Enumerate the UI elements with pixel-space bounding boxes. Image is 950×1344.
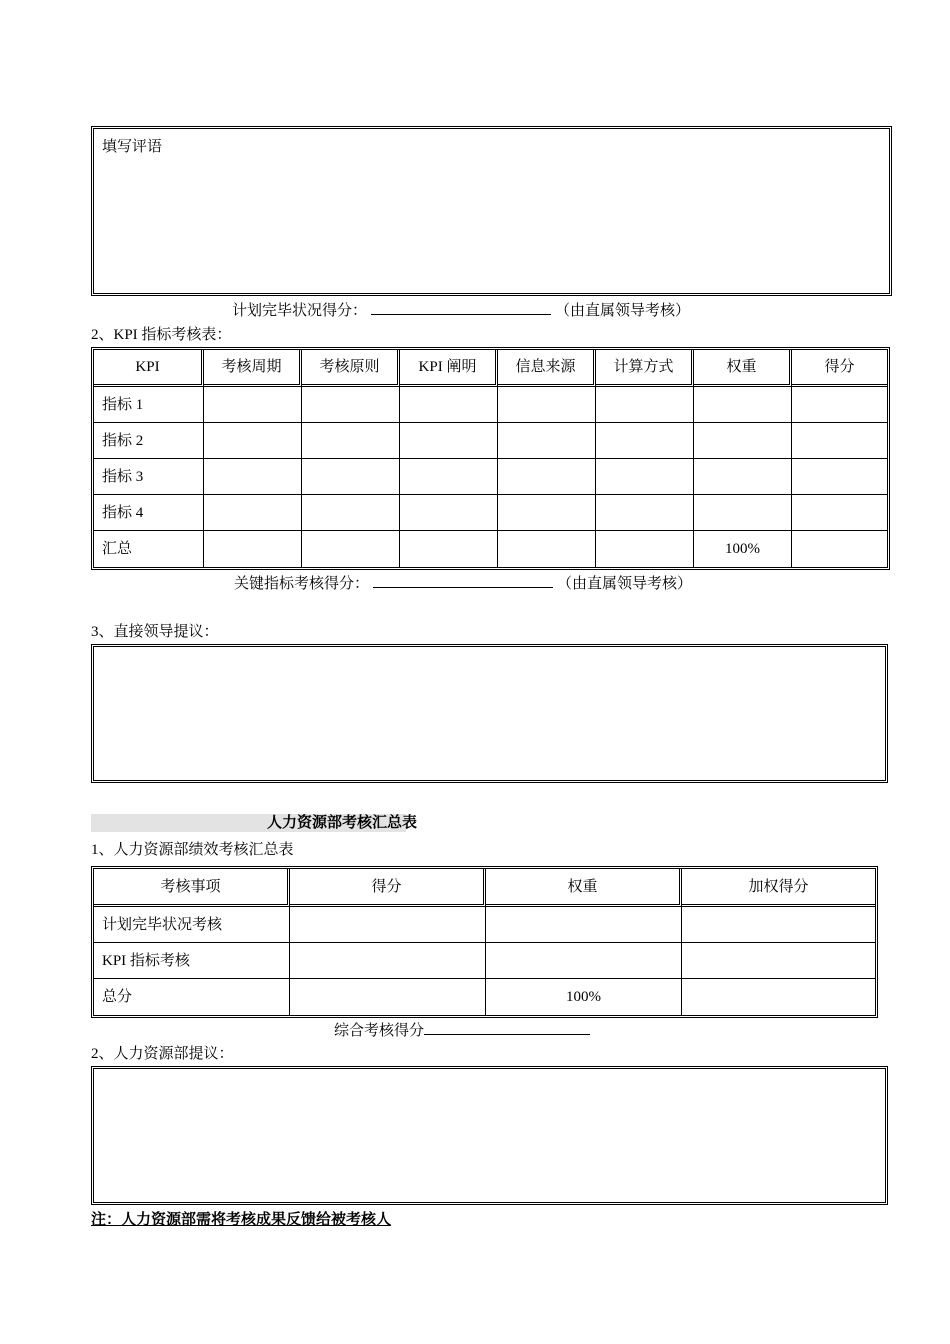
table-cell[interactable] <box>290 979 486 1015</box>
hr-summary-table <box>91 866 878 1018</box>
table-cell[interactable] <box>302 531 400 567</box>
hr-header-item: 考核事项 <box>94 869 290 907</box>
table-cell[interactable] <box>204 387 302 423</box>
kpi-weight-cell[interactable] <box>694 459 792 495</box>
table-row <box>94 943 875 979</box>
feedback-note: 注：人力资源部需将考核成果反馈给被考核人 <box>91 1212 392 1228</box>
table-row <box>94 979 875 1015</box>
table-cell[interactable] <box>498 531 596 567</box>
kpi-header-source: 信息来源 <box>498 350 596 387</box>
kpi-header-method: 计算方式 <box>596 350 694 387</box>
kpi-score-note: （由直属领导考核） <box>557 576 693 592</box>
overall-score-label: 综合考核得分 <box>334 1023 425 1039</box>
table-cell[interactable] <box>596 531 694 567</box>
table-cell[interactable] <box>290 943 486 979</box>
table-cell[interactable] <box>400 531 498 567</box>
table-row <box>94 495 887 531</box>
kpi-weight-cell[interactable]: 100% <box>694 531 792 567</box>
table-cell[interactable] <box>682 907 875 943</box>
table-row <box>94 423 887 459</box>
hr-header-score: 得分 <box>290 869 486 907</box>
overall-score-line <box>334 1020 594 1041</box>
hr-header-weighted-score: 加权得分 <box>682 869 875 907</box>
hr-weight-cell[interactable] <box>486 943 682 979</box>
leader-suggestion-title: 3、直接领导提议： <box>91 624 219 640</box>
overall-score-field[interactable] <box>424 1020 590 1035</box>
plan-score-note: （由直属领导考核） <box>555 303 691 319</box>
kpi-header-principle: 考核原则 <box>302 350 400 387</box>
hr-suggestion-title: 2、人力资源部提议： <box>91 1046 234 1062</box>
table-cell[interactable] <box>596 459 694 495</box>
hr-weight-cell[interactable]: 100% <box>486 979 682 1015</box>
table-cell[interactable] <box>302 423 400 459</box>
kpi-row-label: 指标 2 <box>94 423 204 459</box>
table-cell[interactable] <box>498 387 596 423</box>
table-cell[interactable] <box>400 495 498 531</box>
comment-label: 填写评语 <box>102 139 163 155</box>
table-row <box>94 387 887 423</box>
table-cell[interactable] <box>204 495 302 531</box>
hr-header-weight: 权重 <box>486 869 682 907</box>
table-cell[interactable] <box>498 423 596 459</box>
table-cell[interactable] <box>204 423 302 459</box>
comment-box[interactable] <box>91 126 892 296</box>
table-row <box>94 531 887 567</box>
table-cell[interactable] <box>302 495 400 531</box>
kpi-header-kpi: KPI <box>94 350 204 387</box>
hr-row-label: 总分 <box>94 979 290 1015</box>
kpi-weight-cell[interactable] <box>694 387 792 423</box>
table-cell[interactable] <box>400 387 498 423</box>
table-cell[interactable] <box>792 531 887 567</box>
plan-score-field[interactable] <box>371 300 551 315</box>
leader-suggestion-box[interactable] <box>91 644 888 783</box>
table-cell[interactable] <box>596 387 694 423</box>
table-cell[interactable] <box>302 459 400 495</box>
kpi-weight-cell[interactable] <box>694 495 792 531</box>
kpi-row-label: 指标 1 <box>94 387 204 423</box>
hr-suggestion-box[interactable] <box>91 1066 888 1205</box>
table-row <box>94 907 875 943</box>
kpi-score-label: 关键指标考核得分： <box>234 576 370 592</box>
kpi-score-line <box>234 573 692 594</box>
kpi-header-description: KPI 阐明 <box>400 350 498 387</box>
table-cell[interactable] <box>204 459 302 495</box>
table-cell[interactable] <box>498 459 596 495</box>
hr-row-label: KPI 指标考核 <box>94 943 290 979</box>
hr-section-header: 人力资源部考核汇总表 <box>267 815 418 831</box>
kpi-score-field[interactable] <box>373 573 553 588</box>
table-cell[interactable] <box>682 979 875 1015</box>
table-cell[interactable] <box>400 459 498 495</box>
hr-row-label: 计划完毕状况考核 <box>94 907 290 943</box>
kpi-row-label: 指标 3 <box>94 459 204 495</box>
table-cell[interactable] <box>792 423 887 459</box>
table-cell[interactable] <box>400 423 498 459</box>
plan-score-label: 计划完毕状况得分： <box>232 303 368 319</box>
table-cell[interactable] <box>290 907 486 943</box>
table-cell[interactable] <box>792 459 887 495</box>
kpi-table <box>91 347 890 570</box>
table-cell[interactable] <box>204 531 302 567</box>
table-cell[interactable] <box>682 943 875 979</box>
kpi-weight-cell[interactable] <box>694 423 792 459</box>
kpi-row-label: 汇总 <box>94 531 204 567</box>
kpi-row-label: 指标 4 <box>94 495 204 531</box>
kpi-table-title: 2、KPI 指标考核表： <box>91 327 232 343</box>
table-cell[interactable] <box>792 387 887 423</box>
table-row <box>94 459 887 495</box>
hr-weight-cell[interactable] <box>486 907 682 943</box>
table-cell[interactable] <box>596 495 694 531</box>
table-cell[interactable] <box>792 495 887 531</box>
kpi-header-score: 得分 <box>792 350 887 387</box>
table-cell[interactable] <box>498 495 596 531</box>
table-cell[interactable] <box>302 387 400 423</box>
kpi-header-weight: 权重 <box>694 350 792 387</box>
hr-summary-title: 1、人力资源部绩效考核汇总表 <box>91 842 294 858</box>
table-cell[interactable] <box>596 423 694 459</box>
plan-score-line <box>232 300 690 321</box>
kpi-header-period: 考核周期 <box>204 350 302 387</box>
